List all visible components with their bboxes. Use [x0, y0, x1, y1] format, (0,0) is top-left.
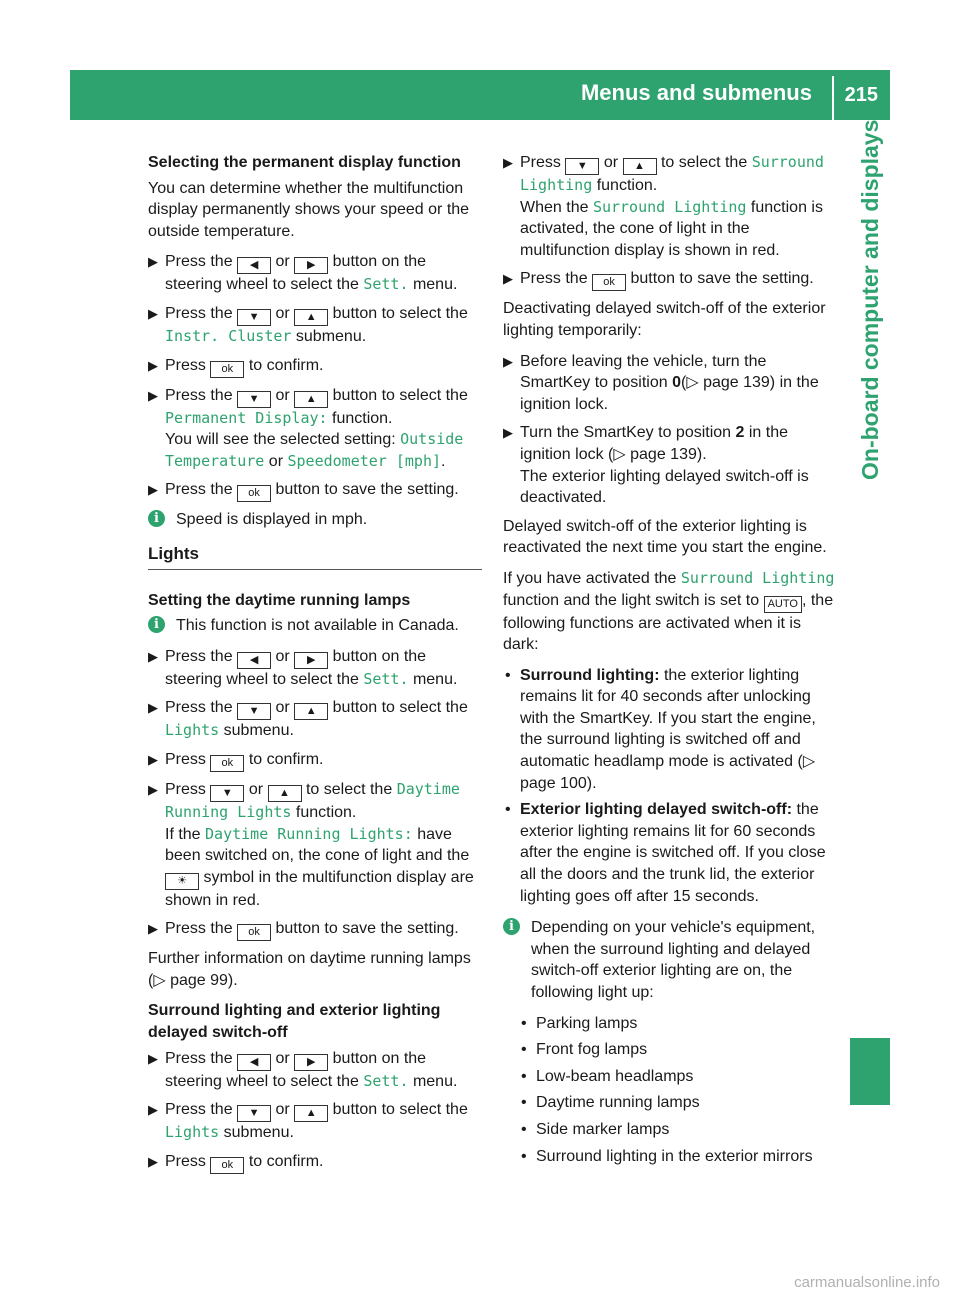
- step: ▶ Press ok to confirm.: [148, 1151, 482, 1174]
- display-text: Surround Lighting: [520, 153, 824, 194]
- list-item: • Side marker lamps: [521, 1120, 670, 1138]
- step-arrow-icon: ▶: [148, 700, 158, 716]
- up-button-icon: ▲: [294, 1105, 328, 1122]
- step-arrow-icon: ▶: [148, 387, 158, 403]
- left-button-icon: ◀: [237, 652, 271, 669]
- ok-button-icon: ok: [237, 924, 271, 941]
- step-arrow-icon: ▶: [503, 271, 513, 287]
- step-arrow-icon: ▶: [148, 357, 158, 373]
- step-arrow-icon: ▶: [148, 751, 158, 767]
- chapter-marker: [850, 1038, 890, 1105]
- step-arrow-icon: ▶: [148, 1102, 158, 1118]
- ok-button-icon: ok: [210, 755, 244, 772]
- heading-permanent-display: Selecting the permanent display function: [148, 154, 461, 171]
- list-item: • Low-beam headlamps: [521, 1067, 694, 1085]
- step: ▶ Press the ▼ or ▲ button to select the Lights submenu.: [148, 699, 468, 740]
- up-button-icon: ▲: [294, 703, 328, 720]
- step-arrow-icon: ▶: [148, 1153, 158, 1169]
- right-button-icon: ▶: [294, 257, 328, 274]
- info-icon: i: [503, 918, 520, 935]
- step-arrow-icon: ▶: [148, 648, 158, 664]
- step-arrow-icon: ▶: [503, 425, 513, 441]
- list-item: • Front fog lamps: [521, 1041, 648, 1059]
- down-button-icon: ▼: [237, 1105, 271, 1122]
- up-button-icon: ▲: [623, 158, 657, 175]
- step-arrow-icon: ▶: [503, 353, 513, 369]
- info-note: i Speed is displayed in mph.: [148, 509, 482, 531]
- watermark: carmanualsonline.info: [794, 1274, 940, 1291]
- step: ▶ Press ▼ or ▲ to select the Surround Lighting function. When the Surround Lighting function is activated, the cone of light in the multifunction display is shown in red.: [503, 153, 824, 259]
- light-symbol-icon: ☀: [165, 873, 199, 890]
- section-title: Menus and submenus: [580, 80, 812, 105]
- step: ▶ Press the ▼ or ▲ button to select the Instr. Cluster submenu.: [148, 304, 468, 345]
- step: ▶ Press the ◀ or ▶ button on the steering wheel to select the Sett. menu.: [148, 253, 458, 294]
- intro-paragraph: You can determine whether the multifunction display permanently shows your speed or the outside temperature.: [148, 179, 470, 240]
- header-divider: [832, 76, 834, 120]
- page-number: 215: [844, 84, 878, 106]
- display-text: Sett.: [363, 275, 409, 294]
- display-text: Instr. Cluster: [165, 326, 292, 345]
- step-arrow-icon: ▶: [148, 921, 158, 937]
- down-button-icon: ▼: [237, 703, 271, 720]
- down-button-icon: ▼: [237, 391, 271, 408]
- auto-switch-icon: AUTO: [764, 596, 802, 613]
- info-note: i This function is not available in Canada.: [148, 615, 482, 637]
- left-button-icon: ◀: [237, 257, 271, 274]
- chapter-title: On-board computer and displays: [857, 120, 883, 481]
- list-item: • Exterior lighting delayed switch-off: the exterior lighting remains lit for 60 seconds after the engine is switched off. If you close all the doors and the trunk lid, the exterior lighting goes off after 15 seconds.: [505, 801, 826, 905]
- down-button-icon: ▼: [210, 785, 244, 802]
- left-column: [148, 152, 482, 1181]
- step: ▶ Turn the SmartKey to position 2 in the ignition lock (▷ page 139). The exterior lighting delayed switch-off is deactivated.: [503, 424, 809, 507]
- heading-lights: Lights: [148, 543, 482, 570]
- heading-surround-lighting: Surround lighting and exterior lighting delayed switch-off: [148, 1002, 441, 1042]
- display-text: Lights: [165, 1123, 220, 1142]
- left-button-icon: ◀: [237, 1054, 271, 1071]
- step-arrow-icon: ▶: [148, 305, 158, 321]
- down-button-icon: ▼: [565, 158, 599, 175]
- ok-button-icon: ok: [592, 274, 626, 291]
- step: ▶ Before leaving the vehicle, turn the SmartKey to position 0(▷ page 139) in the ignition lock.: [503, 352, 819, 413]
- display-text: Outside Temperature: [165, 430, 464, 470]
- heading-daytime-lamps: Setting the daytime running lamps: [148, 591, 411, 609]
- further-info-paragraph: Further information on daytime running lamps (▷ page 99).: [148, 950, 471, 989]
- display-text: Sett.: [363, 1071, 409, 1090]
- step: ▶ Press ok to confirm.: [148, 355, 482, 378]
- list-item: • Surround lighting in the exterior mirrors: [521, 1147, 813, 1165]
- step-arrow-icon: ▶: [148, 781, 158, 797]
- display-text: Surround Lighting: [680, 568, 835, 587]
- right-column: [503, 152, 837, 1172]
- down-button-icon: ▼: [237, 309, 271, 326]
- display-text: Speedometer [mph]: [287, 451, 442, 470]
- chapter-side-tab: [850, 120, 890, 1105]
- step: ▶ Press the ok button to save the setting.: [503, 268, 837, 291]
- step: ▶ Press the ▼ or ▲ button to select the Lights submenu.: [148, 1101, 468, 1142]
- list-item: • Daytime running lamps: [521, 1094, 700, 1112]
- reactivate-paragraph: Delayed switch-off of the exterior lighting is reactivated the next time you start the engine.: [503, 517, 827, 557]
- ok-button-icon: ok: [210, 361, 244, 378]
- list-item: • Parking lamps: [521, 1014, 638, 1032]
- step-arrow-icon: ▶: [148, 1050, 158, 1066]
- step: ▶ Press the ok button to save the setting.: [148, 479, 482, 502]
- display-text: Permanent Display:: [165, 408, 328, 427]
- display-text: Daytime Running Lights: [165, 779, 460, 821]
- activation-paragraph: If you have activated the Surround Lighting function and the light switch is set to AUTO , the following functions are activated when it is dark:: [503, 568, 835, 654]
- step: ▶ Press the ▼ or ▲ button to select the Permanent Display: function. You will see the selected setting: Outside Temperature or Speedometer [mph].: [148, 386, 468, 470]
- step-arrow-icon: ▶: [148, 254, 158, 270]
- display-text: Surround Lighting: [592, 197, 747, 216]
- info-icon: i: [148, 510, 165, 527]
- lamp-list: [519, 1013, 837, 1168]
- ok-button-icon: ok: [237, 485, 271, 502]
- step-arrow-icon: ▶: [503, 155, 513, 170]
- header-bar: [70, 70, 890, 120]
- info-note: i Depending on your vehicle's equipment, when the surround lighting and delayed switch-off exterior lighting are on, the following light up:: [503, 917, 837, 1003]
- step: ▶ Press ▼ or ▲ to select the Daytime Running Lights function. If the Daytime Running Lights: have been switched on, the cone of light and the ☀ symbol in the multifunction display are shown in red.: [148, 779, 474, 909]
- step: ▶ Press ok to confirm.: [148, 749, 482, 772]
- right-button-icon: ▶: [294, 652, 328, 669]
- up-button-icon: ▲: [268, 785, 302, 802]
- ok-button-icon: ok: [210, 1157, 244, 1174]
- step: ▶ Press the ◀ or ▶ button on the steering wheel to select the Sett. menu.: [148, 1049, 458, 1090]
- up-button-icon: ▲: [294, 309, 328, 326]
- right-button-icon: ▶: [294, 1054, 328, 1071]
- display-text: Sett.: [363, 669, 409, 688]
- deactivate-paragraph: Deactivating delayed switch-off of the exterior lighting temporarily:: [503, 300, 826, 339]
- up-button-icon: ▲: [294, 391, 328, 408]
- step: ▶ Press the ok button to save the setting.: [148, 918, 482, 941]
- info-icon: i: [148, 616, 165, 633]
- step-arrow-icon: ▶: [148, 482, 158, 498]
- step: ▶ Press the ◀ or ▶ button on the steering wheel to select the Sett. menu.: [148, 647, 458, 688]
- display-text: Daytime Running Lights:: [205, 824, 413, 843]
- list-item: • Surround lighting: the exterior lighting remains lit for 40 seconds after unlocking with the SmartKey. If you start the engine, the surround lighting is switched off and automatic headlamp mode is activated (▷ page 100).: [505, 666, 816, 792]
- display-text: Lights: [165, 721, 220, 740]
